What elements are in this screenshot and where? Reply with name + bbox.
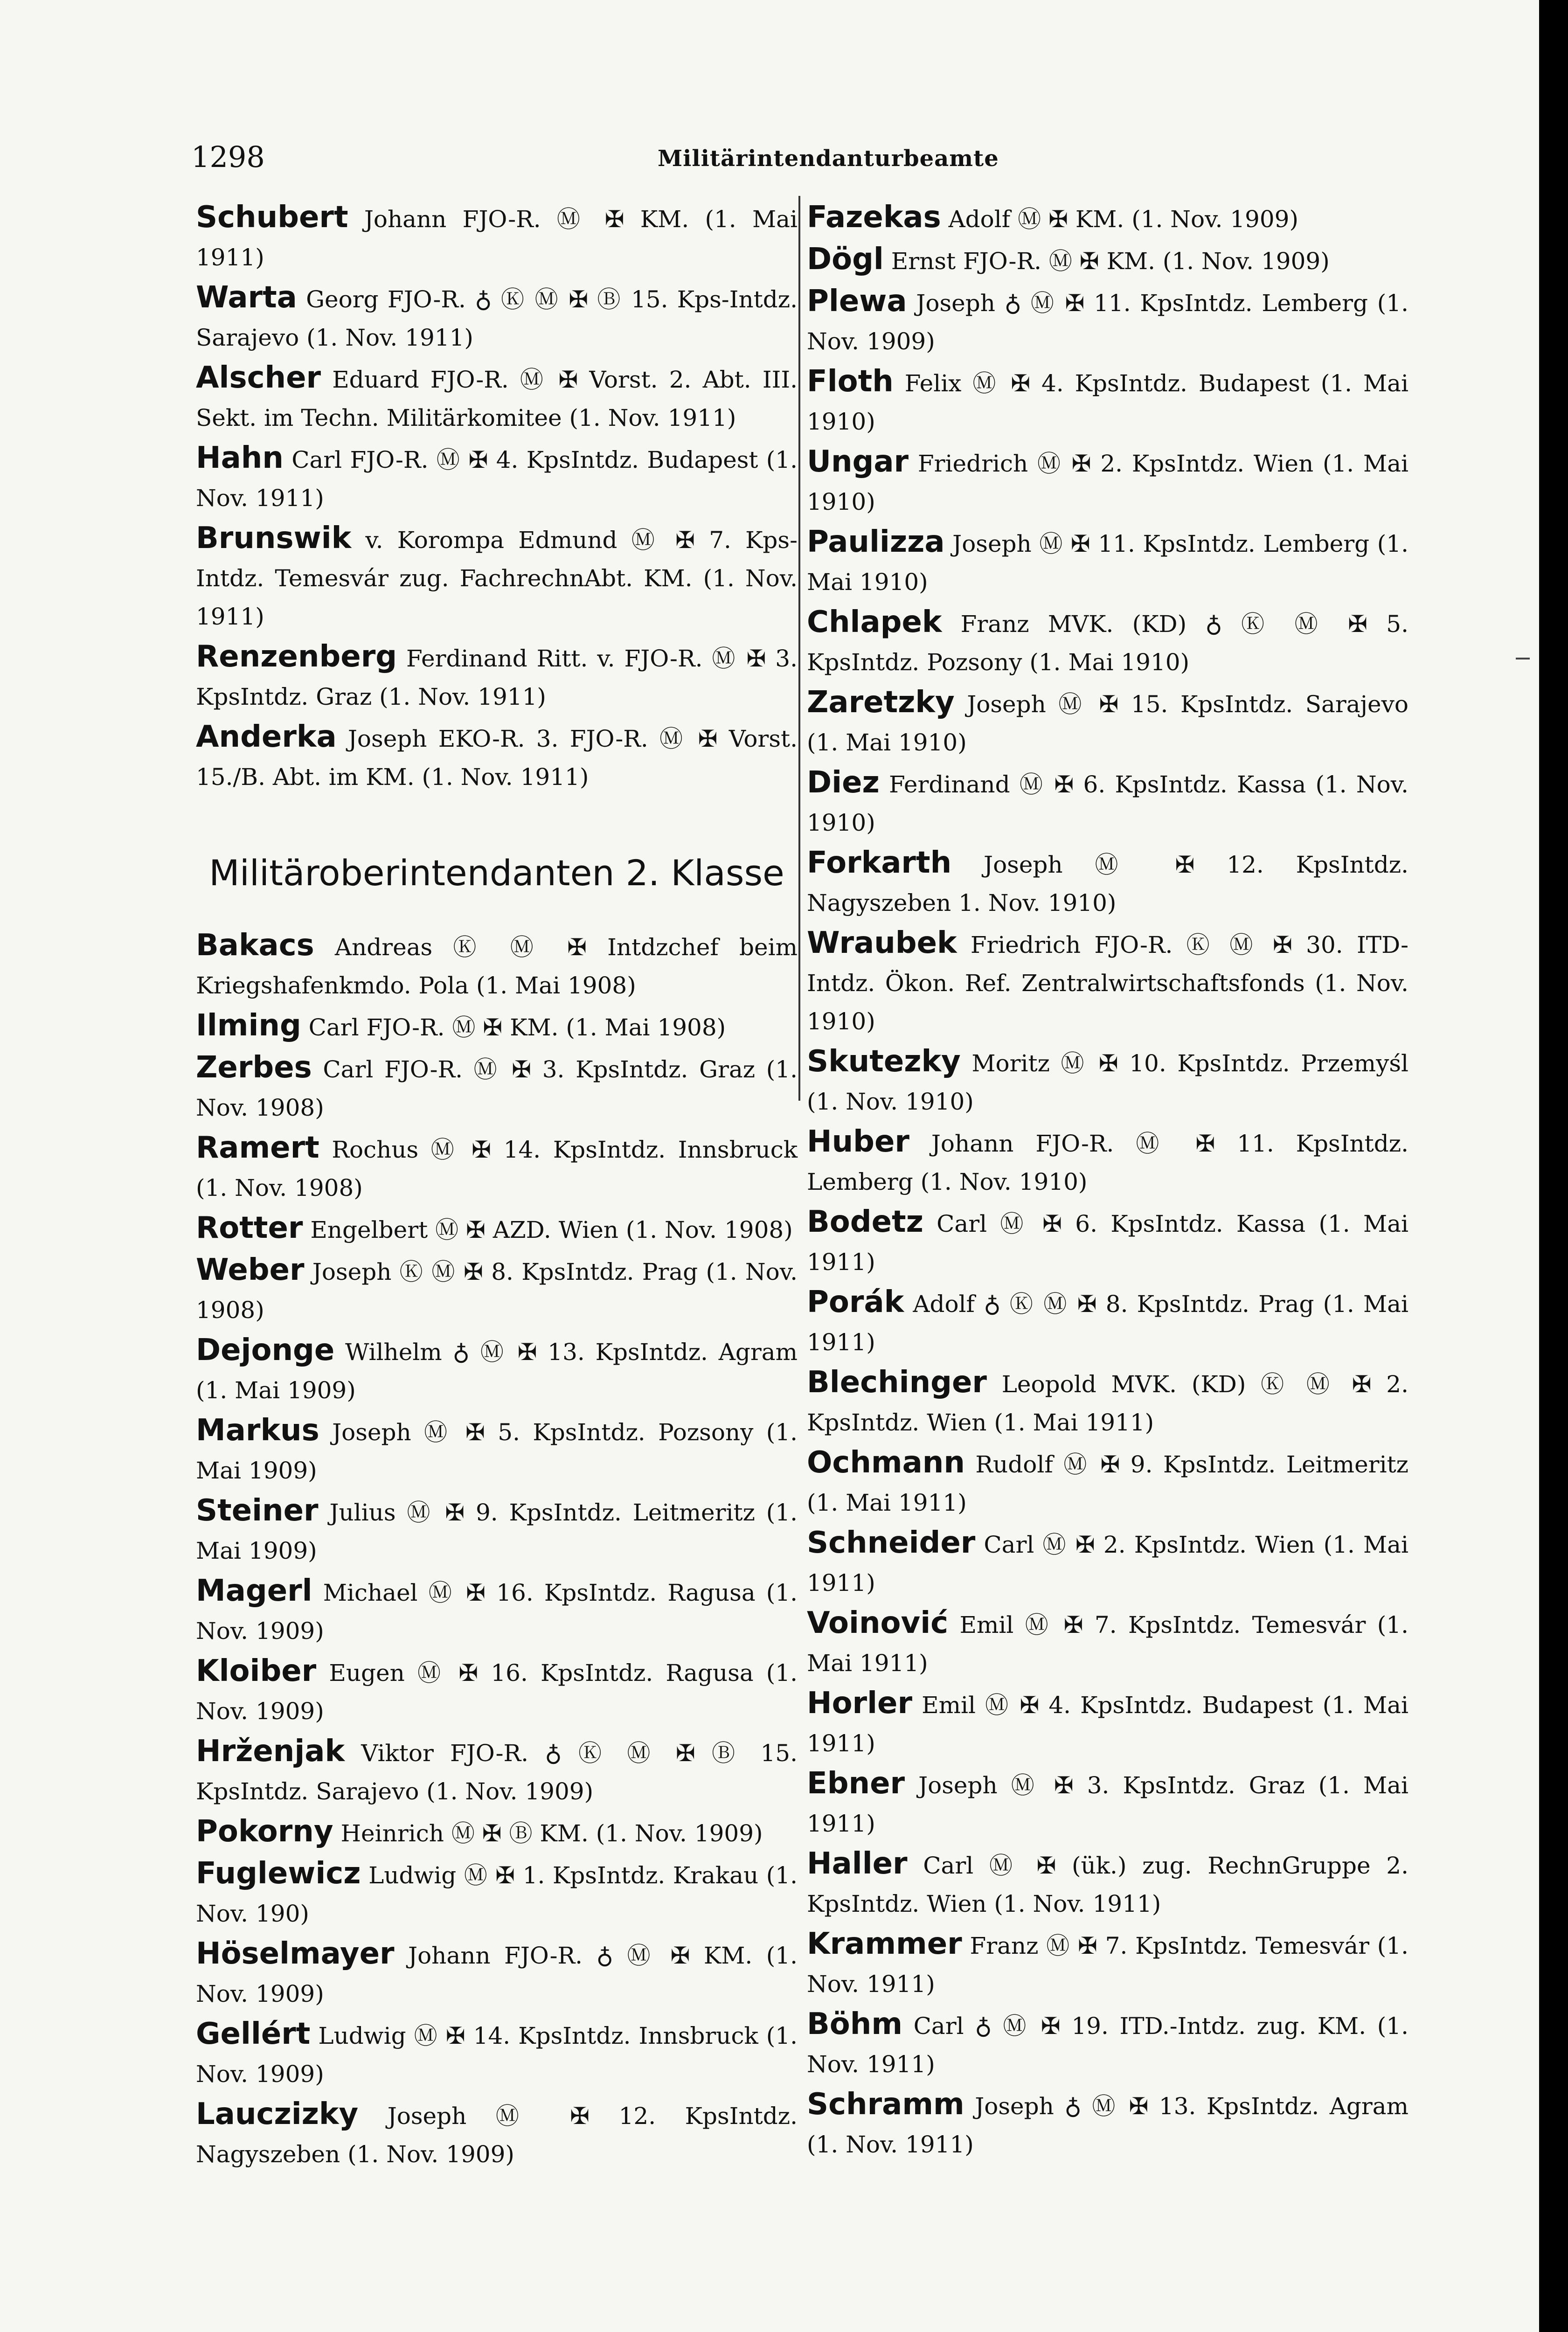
entry-surname: Brunswik	[196, 521, 352, 555]
directory-entry	[196, 1048, 798, 1127]
directory-entry	[196, 1854, 798, 1933]
entry-surname: Fazekas	[807, 200, 941, 235]
entry-details: Franz Ⓜ ✠ 7. KpsIntdz. Temesvár (1. Nov. 1911)	[807, 1932, 1408, 1998]
entry-surname: Bakacs	[196, 928, 314, 963]
entry-surname: Rotter	[196, 1211, 303, 1245]
directory-entry	[807, 1604, 1408, 1682]
entry-details: Friedrich FJO-R. Ⓚ Ⓜ ✠ 30. ITD-Intdz. Ökon. Ref. Zentralwirtschaftsfonds (1. Nov. 1910)	[807, 931, 1408, 1035]
entry-surname: Ramert	[196, 1131, 319, 1165]
entry-details: Carl Ⓜ ✠ (ük.) zug. RechnGruppe 2. KpsIntdz. Wien (1. Nov. 1911)	[807, 1852, 1408, 1917]
page-header	[191, 140, 1404, 182]
entry-details: Joseph Ⓚ Ⓜ ✠ 8. KpsIntdz. Prag (1. Nov. 1908)	[196, 1258, 798, 1324]
entry-details: Carl FJO-R. Ⓜ ✠ 3. KpsIntdz. Graz (1. Nov. 1908)	[196, 1056, 798, 1121]
directory-entry	[807, 523, 1408, 601]
entry-details: Ferdinand Ritt. v. FJO-R. Ⓜ ✠ 3. KpsIntdz. Graz (1. Nov. 1911)	[196, 645, 798, 710]
entry-surname: Ebner	[807, 1766, 905, 1801]
entry-details: Felix Ⓜ ✠ 4. KpsIntdz. Budapest (1. Mai 1910)	[807, 370, 1408, 435]
directory-entry	[807, 683, 1408, 762]
entry-details: Carl FJO-R. Ⓜ ✠ KM. (1. Mai 1908)	[308, 1014, 726, 1041]
directory-entry	[196, 2015, 798, 2093]
entry-details: Engelbert Ⓜ ✠ AZD. Wien (1. Nov. 1908)	[310, 1216, 793, 1243]
directory-entry	[807, 844, 1408, 922]
entry-surname: Weber	[196, 1253, 305, 1287]
directory-entry	[196, 1812, 798, 1853]
left-column	[196, 198, 798, 2175]
entry-details: Carl Ⓜ ✠ 2. KpsIntdz. Wien (1. Mai 1911)	[807, 1531, 1408, 1596]
entry-surname: Diez	[807, 765, 880, 800]
entry-surname: Paulizza	[807, 525, 945, 559]
directory-entry	[807, 1524, 1408, 1602]
entry-surname: Markus	[196, 1413, 319, 1448]
entry-surname: Ochmann	[807, 1445, 965, 1480]
entry-details: Heinrich Ⓜ ✠ Ⓑ KM. (1. Nov. 1909)	[340, 1820, 763, 1847]
directory-entry	[807, 1444, 1408, 1522]
entry-surname: Höselmayer	[196, 1936, 395, 1971]
running-title: Militärintendanturbeamte	[658, 146, 999, 172]
entry-surname: Dejonge	[196, 1333, 335, 1367]
directory-entry	[196, 1411, 798, 1490]
directory-entry	[807, 443, 1408, 521]
directory-entry	[196, 519, 798, 636]
directory-entry	[807, 2085, 1408, 2164]
directory-entry	[807, 603, 1408, 681]
directory-entry	[196, 359, 798, 437]
entry-details: v. Korompa Edmund Ⓜ ✠ 7. Kps-Intdz. Temesvár zug. FachrechnAbt. KM. (1. Nov. 1911)	[196, 527, 798, 630]
column-divider	[798, 196, 800, 1101]
directory-entry	[807, 1764, 1408, 1843]
entry-surname: Bodetz	[807, 1205, 923, 1239]
margin-mark	[1516, 658, 1530, 659]
entry-details: Emil Ⓜ ✠ 4. KpsIntdz. Budapest (1. Mai 1911)	[807, 1692, 1408, 1757]
entry-surname: Voinović	[807, 1606, 949, 1640]
entry-surname: Zerbes	[196, 1050, 312, 1085]
entry-details: Adolf Ⓜ ✠ KM. (1. Nov. 1909)	[948, 206, 1299, 233]
entry-surname: Alscher	[196, 361, 321, 395]
entry-surname: Hrženjak	[196, 1734, 345, 1769]
right-entries	[807, 198, 1408, 2164]
entry-surname: Steiner	[196, 1493, 319, 1528]
directory-entry	[807, 282, 1408, 361]
directory-entry	[196, 1492, 798, 1570]
directory-entry	[807, 362, 1408, 441]
entry-details: Julius Ⓜ ✠ 9. KpsIntdz. Leitmeritz (1. Mai 1909)	[196, 1499, 798, 1564]
directory-entry	[807, 1042, 1408, 1121]
entry-surname: Schramm	[807, 2087, 964, 2122]
entry-details: Wilhelm ♁ Ⓜ ✠ 13. KpsIntdz. Agram (1. Mai 1909)	[196, 1339, 798, 1404]
entry-details: Ernst FJO-R. Ⓜ ✠ KM. (1. Nov. 1909)	[891, 248, 1330, 275]
entry-details: Carl Ⓜ ✠ 6. KpsIntdz. Kassa (1. Mai 1911)	[807, 1210, 1408, 1276]
page-number: 1298	[191, 140, 265, 174]
entry-details: Friedrich Ⓜ ✠ 2. KpsIntdz. Wien (1. Mai 1910)	[807, 450, 1408, 515]
entry-details: Johann FJO-R. Ⓜ ✠ KM. (1. Mai 1911)	[196, 206, 798, 271]
entry-details: Joseph ♁ Ⓜ ✠ 13. KpsIntdz. Agram (1. Nov. 1911)	[807, 2093, 1408, 2158]
entry-surname: Hahn	[196, 441, 284, 475]
right-column	[807, 198, 1408, 2165]
entry-details: Andreas Ⓚ Ⓜ ✠ Intdzchef beim Kriegshafenkmdo. Pola (1. Mai 1908)	[196, 934, 798, 999]
directory-entry	[196, 278, 798, 357]
directory-entry	[196, 1732, 798, 1811]
directory-entry	[807, 1845, 1408, 1923]
entry-details: Michael Ⓜ ✠ 16. KpsIntdz. Ragusa (1. Nov. 1909)	[196, 1579, 798, 1645]
entry-surname: Kloiber	[196, 1654, 317, 1688]
entry-details: Ferdinand Ⓜ ✠ 6. KpsIntdz. Kassa (1. Nov. 1910)	[807, 771, 1408, 836]
entry-surname: Ungar	[807, 444, 909, 479]
entry-details: Joseph Ⓜ ✠ 12. KpsIntdz. Nagyszeben (1. Nov. 1909)	[196, 2103, 798, 2168]
entry-details: Joseph Ⓜ ✠ 12. KpsIntdz. Nagyszeben 1. Nov. 1910)	[807, 851, 1408, 916]
directory-entry	[807, 1123, 1408, 1201]
entry-surname: Porák	[807, 1285, 904, 1319]
entry-surname: Haller	[807, 1846, 908, 1881]
directory-entry	[807, 1283, 1408, 1361]
directory-entry	[196, 198, 798, 277]
entry-details: Rochus Ⓜ ✠ 14. KpsIntdz. Innsbruck (1. Nov. 1908)	[196, 1136, 798, 1201]
entry-surname: Zaretzky	[807, 685, 955, 720]
entry-details: Moritz Ⓜ ✠ 10. KpsIntdz. Przemyśl (1. Nov. 1910)	[807, 1050, 1408, 1115]
entry-surname: Ilming	[196, 1008, 301, 1043]
entry-surname: Krammer	[807, 1927, 962, 1961]
entry-surname: Pokorny	[196, 1814, 333, 1849]
directory-entry	[807, 198, 1408, 238]
directory-entry	[196, 1129, 798, 1207]
entry-details: Georg FJO-R. ♁ Ⓚ Ⓜ ✠ Ⓑ 15. Kps-Intdz. Sarajevo (1. Nov. 1911)	[196, 286, 798, 351]
entry-details: Johann FJO-R. ♁ Ⓜ ✠ KM. (1. Nov. 1909)	[196, 1942, 798, 2007]
entry-details: Adolf ♁ Ⓚ Ⓜ ✠ 8. KpsIntdz. Prag (1. Mai 1911)	[807, 1291, 1408, 1356]
entry-details: Ludwig Ⓜ ✠ 14. KpsIntdz. Innsbruck (1. Nov. 1909)	[196, 2022, 798, 2088]
directory-entry	[196, 718, 798, 796]
entry-details: Carl ♁ Ⓜ ✠ 19. ITD.-Intdz. zug. KM. (1. Nov. 1911)	[807, 2013, 1408, 2078]
left-entries-top	[196, 198, 798, 796]
entry-details: Emil Ⓜ ✠ 7. KpsIntdz. Temesvár (1. Mai 1911)	[807, 1611, 1408, 1677]
entry-surname: Lauczizky	[196, 2097, 359, 2131]
entry-details: Joseph Ⓜ ✠ 3. KpsIntdz. Graz (1. Mai 1911)	[807, 1772, 1408, 1837]
entry-surname: Blechinger	[807, 1365, 987, 1400]
entry-details: Franz MVK. (KD) ♁ Ⓚ Ⓜ ✠ 5. KpsIntdz. Pozsony (1. Mai 1910)	[807, 611, 1408, 676]
entry-surname: Schubert	[196, 200, 348, 235]
directory-entry	[196, 439, 798, 517]
entry-surname: Renzenberg	[196, 639, 397, 674]
directory-entry	[196, 926, 798, 1005]
directory-entry	[807, 1363, 1408, 1442]
entry-surname: Chlapek	[807, 605, 942, 639]
directory-entry	[196, 2095, 798, 2173]
directory-entry	[807, 2005, 1408, 2083]
directory-entry	[196, 1652, 798, 1730]
entry-surname: Floth	[807, 364, 894, 399]
entry-surname: Huber	[807, 1124, 909, 1159]
entry-surname: Böhm	[807, 2007, 902, 2041]
left-entries-bottom	[196, 926, 798, 2173]
directory-entry	[196, 1572, 798, 1650]
entry-details: Eduard FJO-R. Ⓜ ✠ Vorst. 2. Abt. III. Sekt. im Techn. Militärkomitee (1. Nov. 1911)	[196, 366, 798, 431]
entry-surname: Magerl	[196, 1574, 312, 1608]
entry-details: Joseph ♁ Ⓜ ✠ 11. KpsIntdz. Lemberg (1. Nov. 1909)	[807, 290, 1408, 355]
entry-surname: Plewa	[807, 284, 907, 319]
entry-surname: Gellért	[196, 2017, 311, 2051]
entry-details: Joseph Ⓜ ✠ 11. KpsIntdz. Lemberg (1. Mai 1910)	[807, 530, 1408, 596]
directory-entry	[196, 1006, 798, 1047]
entry-details: Carl FJO-R. Ⓜ ✠ 4. KpsIntdz. Budapest (1. Nov. 1911)	[196, 446, 798, 512]
entry-surname: Fuglewicz	[196, 1856, 361, 1891]
directory-entry	[807, 763, 1408, 842]
directory-entry	[807, 924, 1408, 1041]
entry-surname: Wraubek	[807, 926, 957, 960]
entry-surname: Dögl	[807, 242, 884, 277]
entry-surname: Warta	[196, 280, 297, 315]
directory-entry	[807, 240, 1408, 280]
entry-details: Leopold MVK. (KD) Ⓚ Ⓜ ✠ 2. KpsIntdz. Wien (1. Mai 1911)	[807, 1371, 1408, 1436]
entry-surname: Horler	[807, 1686, 912, 1721]
entry-surname: Anderka	[196, 720, 337, 754]
entry-surname: Forkarth	[807, 846, 952, 880]
entry-details: Viktor FJO-R. ♁ Ⓚ Ⓜ ✠ Ⓑ 15. KpsIntdz. Sarajevo (1. Nov. 1909)	[196, 1740, 798, 1805]
entry-details: Eugen Ⓜ ✠ 16. KpsIntdz. Ragusa (1. Nov. 1909)	[196, 1659, 798, 1725]
directory-entry	[196, 1251, 798, 1329]
entry-surname: Skutezky	[807, 1044, 961, 1079]
directory-entry	[807, 1684, 1408, 1763]
entry-details: Joseph EKO-R. 3. FJO-R. Ⓜ ✠ Vorst. 15./B. Abt. im KM. (1. Nov. 1911)	[196, 725, 798, 791]
entry-details: Joseph Ⓜ ✠ 15. KpsIntdz. Sarajevo (1. Mai 1910)	[807, 691, 1408, 756]
directory-entry	[807, 1203, 1408, 1281]
section-heading: Militäroberintendanten 2. Klasse	[209, 852, 784, 894]
directory-entry	[807, 1925, 1408, 2003]
directory-entry	[196, 1935, 798, 2013]
entry-details: Rudolf Ⓜ ✠ 9. KpsIntdz. Leitmeritz (1. Mai 1911)	[807, 1451, 1408, 1516]
entry-details: Johann FJO-R. Ⓜ ✠ 11. KpsIntdz. Lemberg (1. Nov. 1910)	[807, 1130, 1408, 1195]
entry-details: Ludwig Ⓜ ✠ 1. KpsIntdz. Krakau (1. Nov. 190)	[196, 1862, 798, 1927]
directory-entry	[196, 638, 798, 716]
entry-surname: Schneider	[807, 1526, 976, 1560]
entry-details: Joseph Ⓜ ✠ 5. KpsIntdz. Pozsony (1. Mai 1909)	[196, 1419, 798, 1484]
directory-entry	[196, 1331, 798, 1409]
directory-entry	[196, 1209, 798, 1249]
